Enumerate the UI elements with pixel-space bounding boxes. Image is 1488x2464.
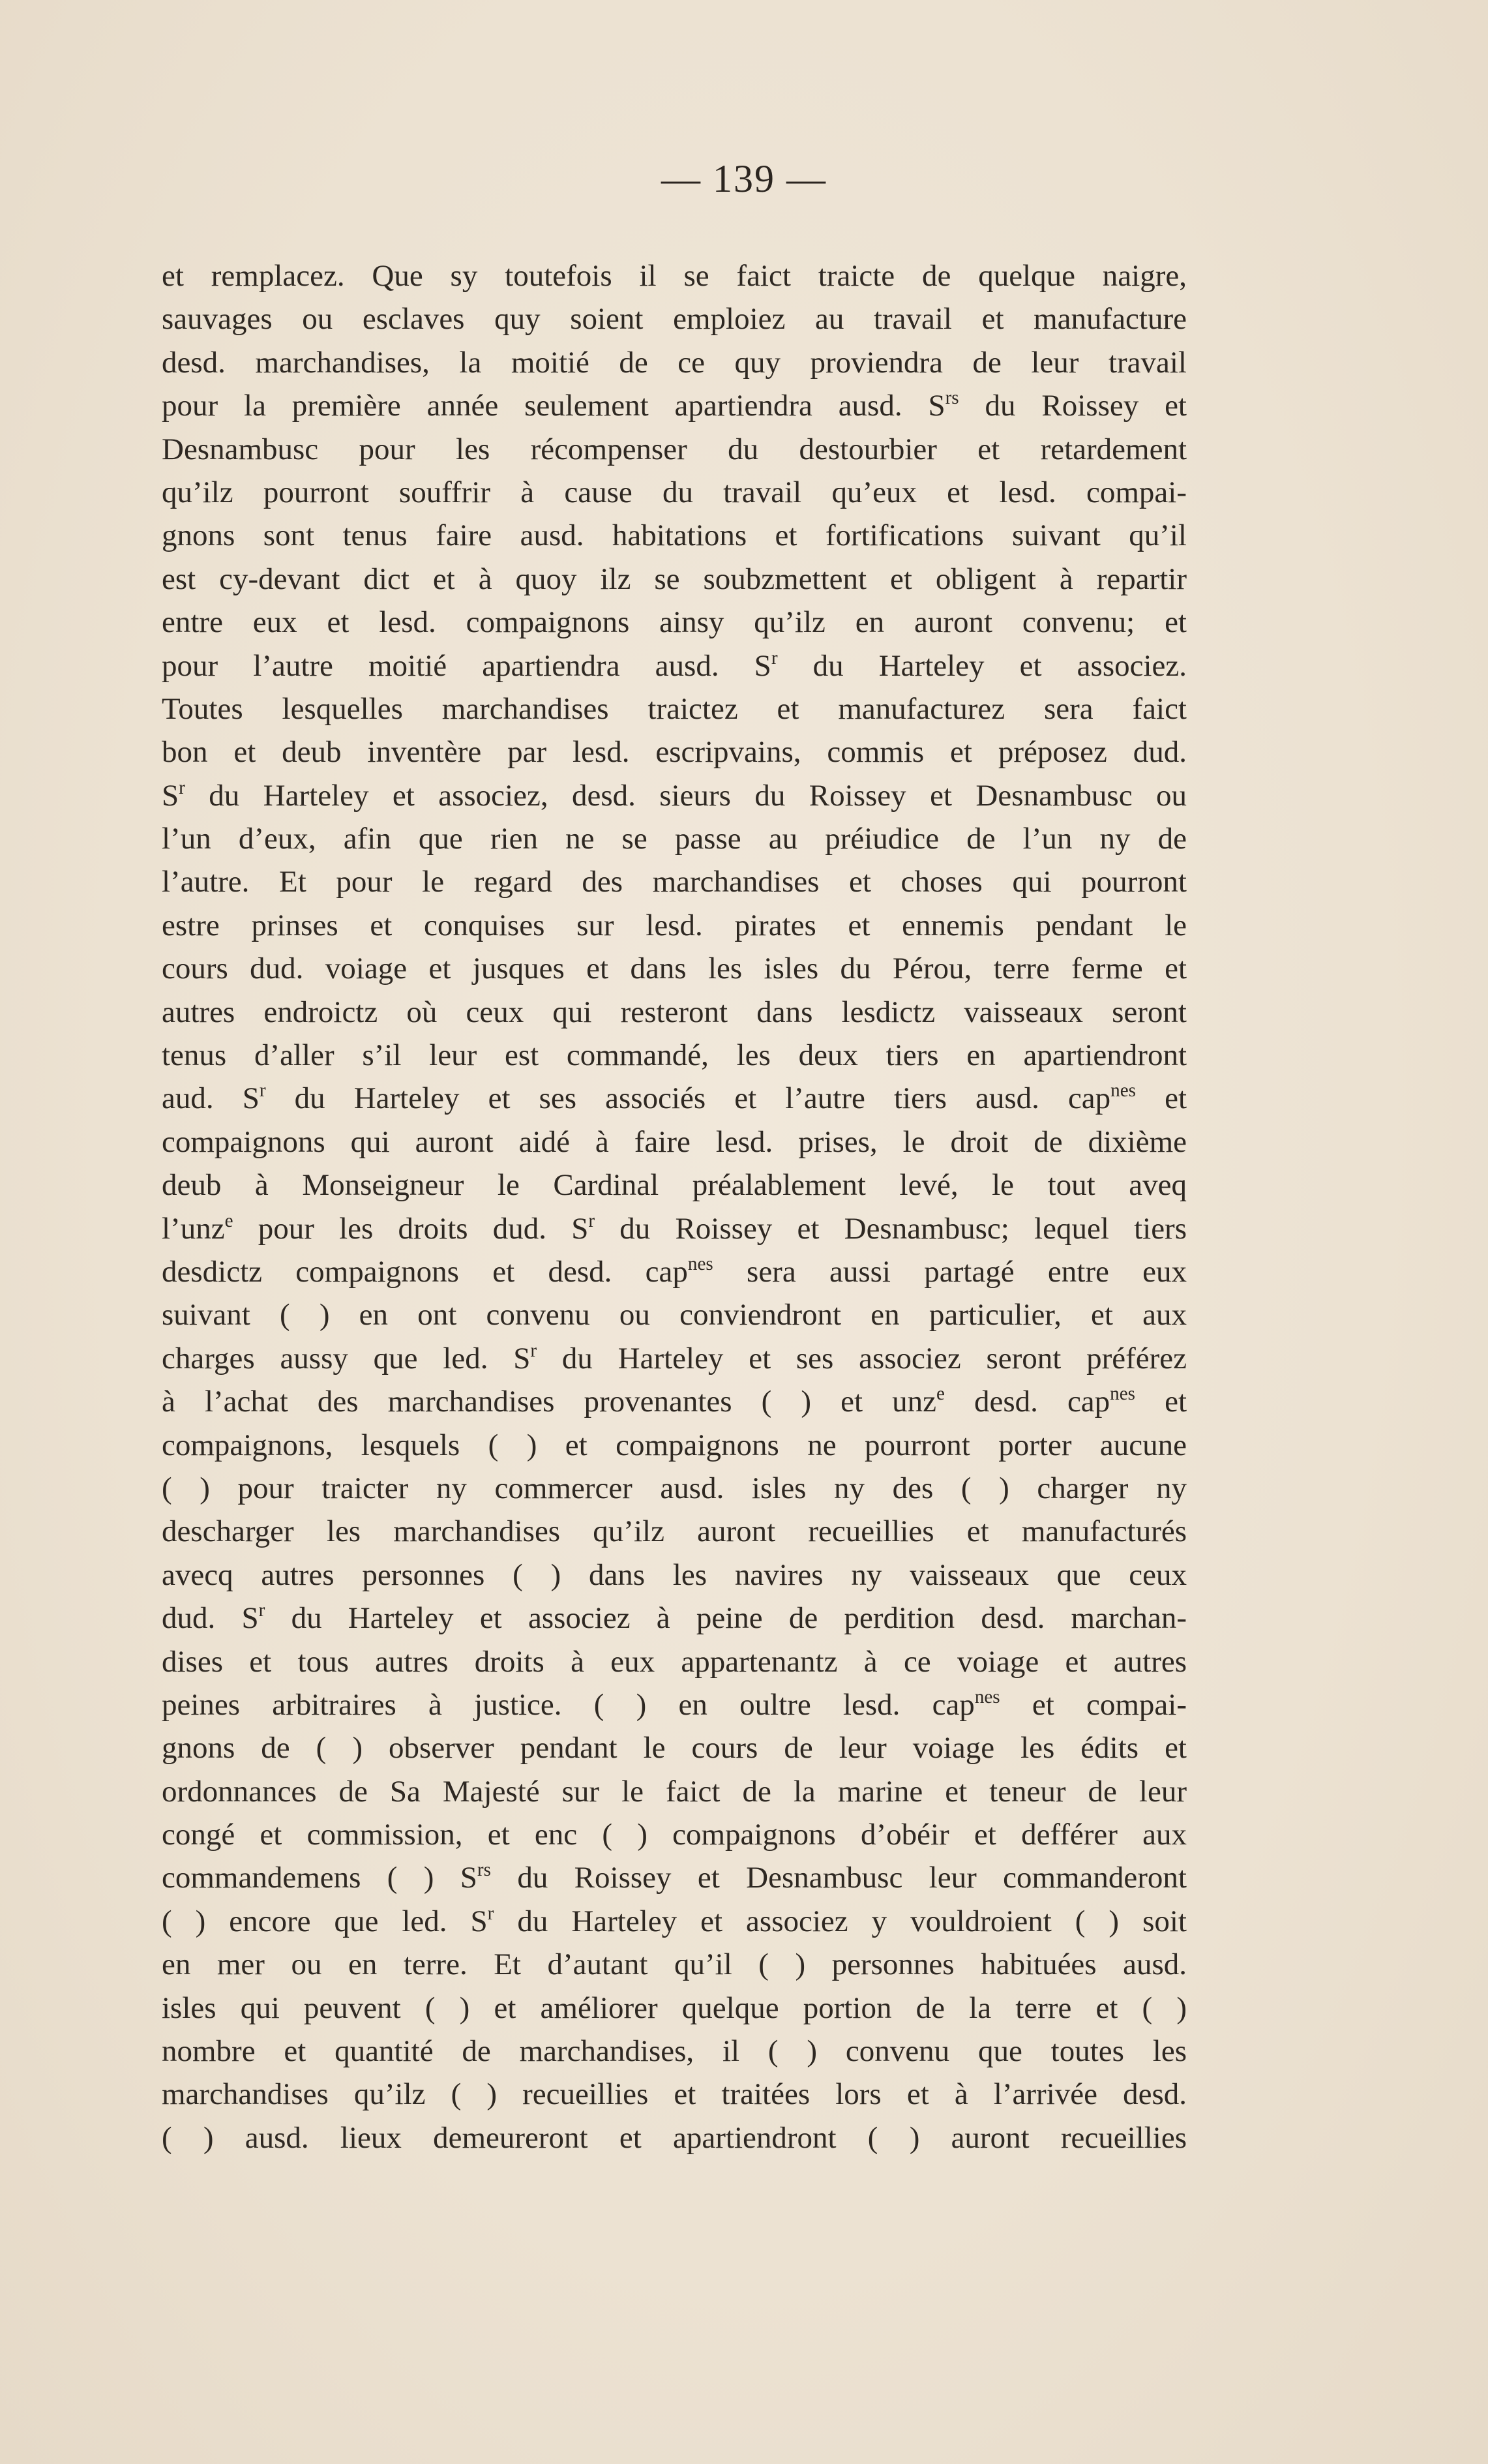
text-run: isles qui peuvent ( ) et améliorer quelque portion de la terre et ( ) — [162, 1991, 1187, 2025]
superscript-abbrev: nes — [1110, 1080, 1136, 1102]
text-line — [162, 644, 1187, 687]
text-line — [162, 297, 1187, 340]
text-run: qu’ilz pourront souffrir à cause du travail qu’eux et lesd. compai- — [162, 475, 1187, 509]
superscript-abbrev: nes — [1110, 1383, 1135, 1405]
text-line — [162, 1510, 1187, 1553]
text-line — [162, 1813, 1187, 1856]
text-line — [162, 1467, 1187, 1510]
text-run: est cy-devant dict et à quoy ilz se soubzmettent et obligent à repartir — [162, 562, 1187, 596]
text-run: ( ) pour traicter ny commercer ausd. isles ny des ( ) charger ny — [162, 1471, 1187, 1505]
text-line — [162, 1597, 1187, 1640]
text-run: congé et commission, et enc ( ) compaignons d’obéir et defférer aux — [162, 1818, 1187, 1852]
text-line — [162, 687, 1187, 730]
text-run: du Harteley et ses associez seront préférez — [537, 1341, 1187, 1375]
superscript-abbrev: e — [224, 1210, 233, 1231]
text-run: du Roissey et Desnambusc leur commanderont — [490, 1861, 1187, 1895]
text-line — [162, 1770, 1187, 1813]
text-run: cours dud. voiage et jusques et dans les isles du Pérou, terre ferme et — [162, 952, 1187, 986]
text-run: sauvages ou esclaves quy soient emploiez au travail et manufacture — [162, 302, 1187, 337]
text-line — [162, 1726, 1187, 1769]
text-run: en mer ou en terre. Et d’autant qu’il ( ) personnes habituées ausd. — [162, 1947, 1187, 1982]
text-line — [162, 1120, 1187, 1164]
text-line — [162, 904, 1187, 947]
superscript-abbrev: rs — [945, 387, 959, 409]
superscript-abbrev: r — [530, 1340, 537, 1361]
text-run: compaignons, lesquels ( ) et compaignons ne pourront porter aucune — [162, 1428, 1187, 1462]
superscript-abbrev: r — [487, 1902, 494, 1924]
text-run: et — [1136, 1081, 1187, 1116]
text-run: nombre et quantité de marchandises, il ( ) convenu que toutes les — [162, 2034, 1187, 2069]
text-line — [162, 947, 1187, 990]
text-run: suivant ( ) en ont convenu ou conviendront en particulier, et aux — [162, 1298, 1187, 1332]
page-number: — 139 — — [661, 157, 827, 200]
text-run: gnons sont tenus faire ausd. habitations et fortifications suivant qu’il — [162, 518, 1187, 553]
superscript-abbrev: e — [936, 1383, 945, 1405]
superscript-abbrev: nes — [687, 1253, 713, 1274]
text-run: l’unz — [162, 1211, 225, 1246]
superscript-abbrev: r — [259, 1080, 266, 1102]
text-line — [162, 2030, 1187, 2073]
text-run: bon et deub inventère par lesd. escripvains, commis et préposez dud. — [162, 735, 1187, 770]
text-line — [162, 860, 1187, 903]
text-run: ( ) encore que led. S — [162, 1904, 488, 1938]
text-run: desd. marchandises, la moitié de ce quy proviendra de leur travail — [162, 345, 1187, 380]
text-line — [162, 991, 1187, 1034]
text-line — [162, 1293, 1187, 1336]
text-line — [162, 1250, 1187, 1293]
text-line — [162, 514, 1187, 557]
text-run: du Roissey et Desnambusc; lequel tiers — [595, 1211, 1187, 1246]
superscript-abbrev: r — [771, 647, 778, 669]
text-line — [162, 1034, 1187, 1077]
text-run: pour les droits dud. S — [233, 1211, 589, 1246]
text-run: charges aussy que led. S — [162, 1341, 531, 1375]
text-line — [162, 2073, 1187, 2116]
superscript-abbrev: r — [258, 1600, 265, 1621]
text-run: descharger les marchandises qu’ilz auront recueillies et manufacturés — [162, 1514, 1187, 1549]
text-run: sera aussi partagé entre eux — [713, 1254, 1187, 1289]
text-line — [162, 1856, 1187, 1899]
superscript-abbrev: rs — [477, 1859, 491, 1881]
body-text — [162, 254, 1187, 2159]
text-line — [162, 730, 1187, 774]
text-run: peines arbitraires à justice. ( ) en oultre lesd. cap — [162, 1687, 975, 1722]
text-line — [162, 384, 1187, 427]
text-run: Desnambusc pour les récompenser du destourbier et retardement — [162, 432, 1187, 466]
text-run: pour l’autre moitié apartiendra ausd. S — [162, 648, 771, 683]
text-line — [162, 1380, 1187, 1423]
text-run: marchandises qu’ilz ( ) recueillies et traitées lors et à l’arrivée desd. — [162, 2077, 1187, 2112]
text-run: S — [162, 778, 179, 813]
text-run: l’un d’eux, afin que rien ne se passe au préiudice de l’un ny de — [162, 822, 1187, 856]
text-run: commandemens ( ) S — [162, 1861, 477, 1895]
text-line — [162, 1424, 1187, 1467]
text-line — [162, 341, 1187, 384]
text-run: autres endroictz où ceux qui resteront dans lesdictz vaisseaux seront — [162, 995, 1187, 1029]
text-run: compaignons qui auront aidé à faire lesd. prises, le droit de dixième — [162, 1124, 1187, 1159]
text-line — [162, 254, 1187, 297]
text-run: dises et tous autres droits à eux appartenantz à ce voiage et autres — [162, 1644, 1187, 1679]
text-line — [162, 774, 1187, 817]
text-run: entre eux et lesd. compaignons ainsy qu’ilz en auront convenu; et — [162, 605, 1187, 640]
text-line — [162, 1900, 1187, 1943]
text-line — [162, 428, 1187, 471]
text-run: du Roissey et — [959, 389, 1187, 423]
text-run: estre prinses et conquises sur lesd. pirates et ennemis pendant le — [162, 908, 1187, 942]
text-line — [162, 558, 1187, 601]
text-run: l’autre. Et pour le regard des marchandises et choses qui pourront — [162, 865, 1187, 899]
superscript-abbrev: r — [179, 777, 185, 798]
text-line — [162, 1164, 1187, 1207]
text-run: du Harteley et associez. — [777, 648, 1187, 683]
text-run: desd. cap — [944, 1385, 1110, 1419]
text-run: ordonnances de Sa Majesté sur le faict de la marine et teneur de leur — [162, 1774, 1187, 1809]
text-line — [162, 817, 1187, 860]
text-line — [162, 1640, 1187, 1683]
text-run: pour la première année seulement apartiendra ausd. S — [162, 389, 945, 423]
text-run: et remplacez. Que sy toutefois il se faict traicte de quelque naigre, — [162, 259, 1187, 293]
text-run: du Harteley et associez à peine de perdition desd. marchan- — [265, 1601, 1187, 1636]
text-run: gnons de ( ) observer pendant le cours de leur voiage les édits et — [162, 1731, 1187, 1765]
superscript-abbrev: r — [588, 1210, 595, 1231]
text-line — [162, 1337, 1187, 1380]
text-line — [162, 1554, 1187, 1597]
text-run: à l’achat des marchandises provenantes ( ) et unz — [162, 1385, 936, 1419]
text-run: du Harteley et associez, desd. sieurs du Roissey et Desnambusc ou — [185, 778, 1187, 813]
text-run: Toutes lesquelles marchandises traictez et manufacturez sera faict — [162, 691, 1187, 726]
text-run: deub à Monseigneur le Cardinal préalablement levé, le tout aveq — [162, 1168, 1187, 1203]
text-run: du Harteley et associez y vouldroient ( ) soit — [494, 1904, 1187, 1938]
text-run: aud. S — [162, 1081, 260, 1116]
text-line — [162, 2116, 1187, 2159]
text-run: desdictz compaignons et desd. cap — [162, 1254, 688, 1289]
text-line — [162, 1077, 1187, 1120]
text-run: et compai- — [1000, 1687, 1187, 1722]
text-line — [162, 601, 1187, 644]
text-line — [162, 471, 1187, 514]
text-run: et — [1135, 1385, 1187, 1419]
text-line — [162, 1683, 1187, 1726]
text-run: avecq autres personnes ( ) dans les navires ny vaisseaux que ceux — [162, 1557, 1187, 1592]
text-run: ( ) ausd. lieux demeureront et apartiendront ( ) auront recueillies — [162, 2120, 1187, 2155]
text-line — [162, 1987, 1187, 2030]
text-line — [162, 1943, 1187, 1986]
text-run: du Harteley et ses associés et l’autre tiers ausd. cap — [265, 1081, 1111, 1116]
text-line — [162, 1207, 1187, 1250]
superscript-abbrev: nes — [974, 1686, 1000, 1707]
text-run: tenus d’aller s’il leur est commandé, les deux tiers en apartiendront — [162, 1038, 1187, 1073]
text-run: dud. S — [162, 1601, 259, 1636]
